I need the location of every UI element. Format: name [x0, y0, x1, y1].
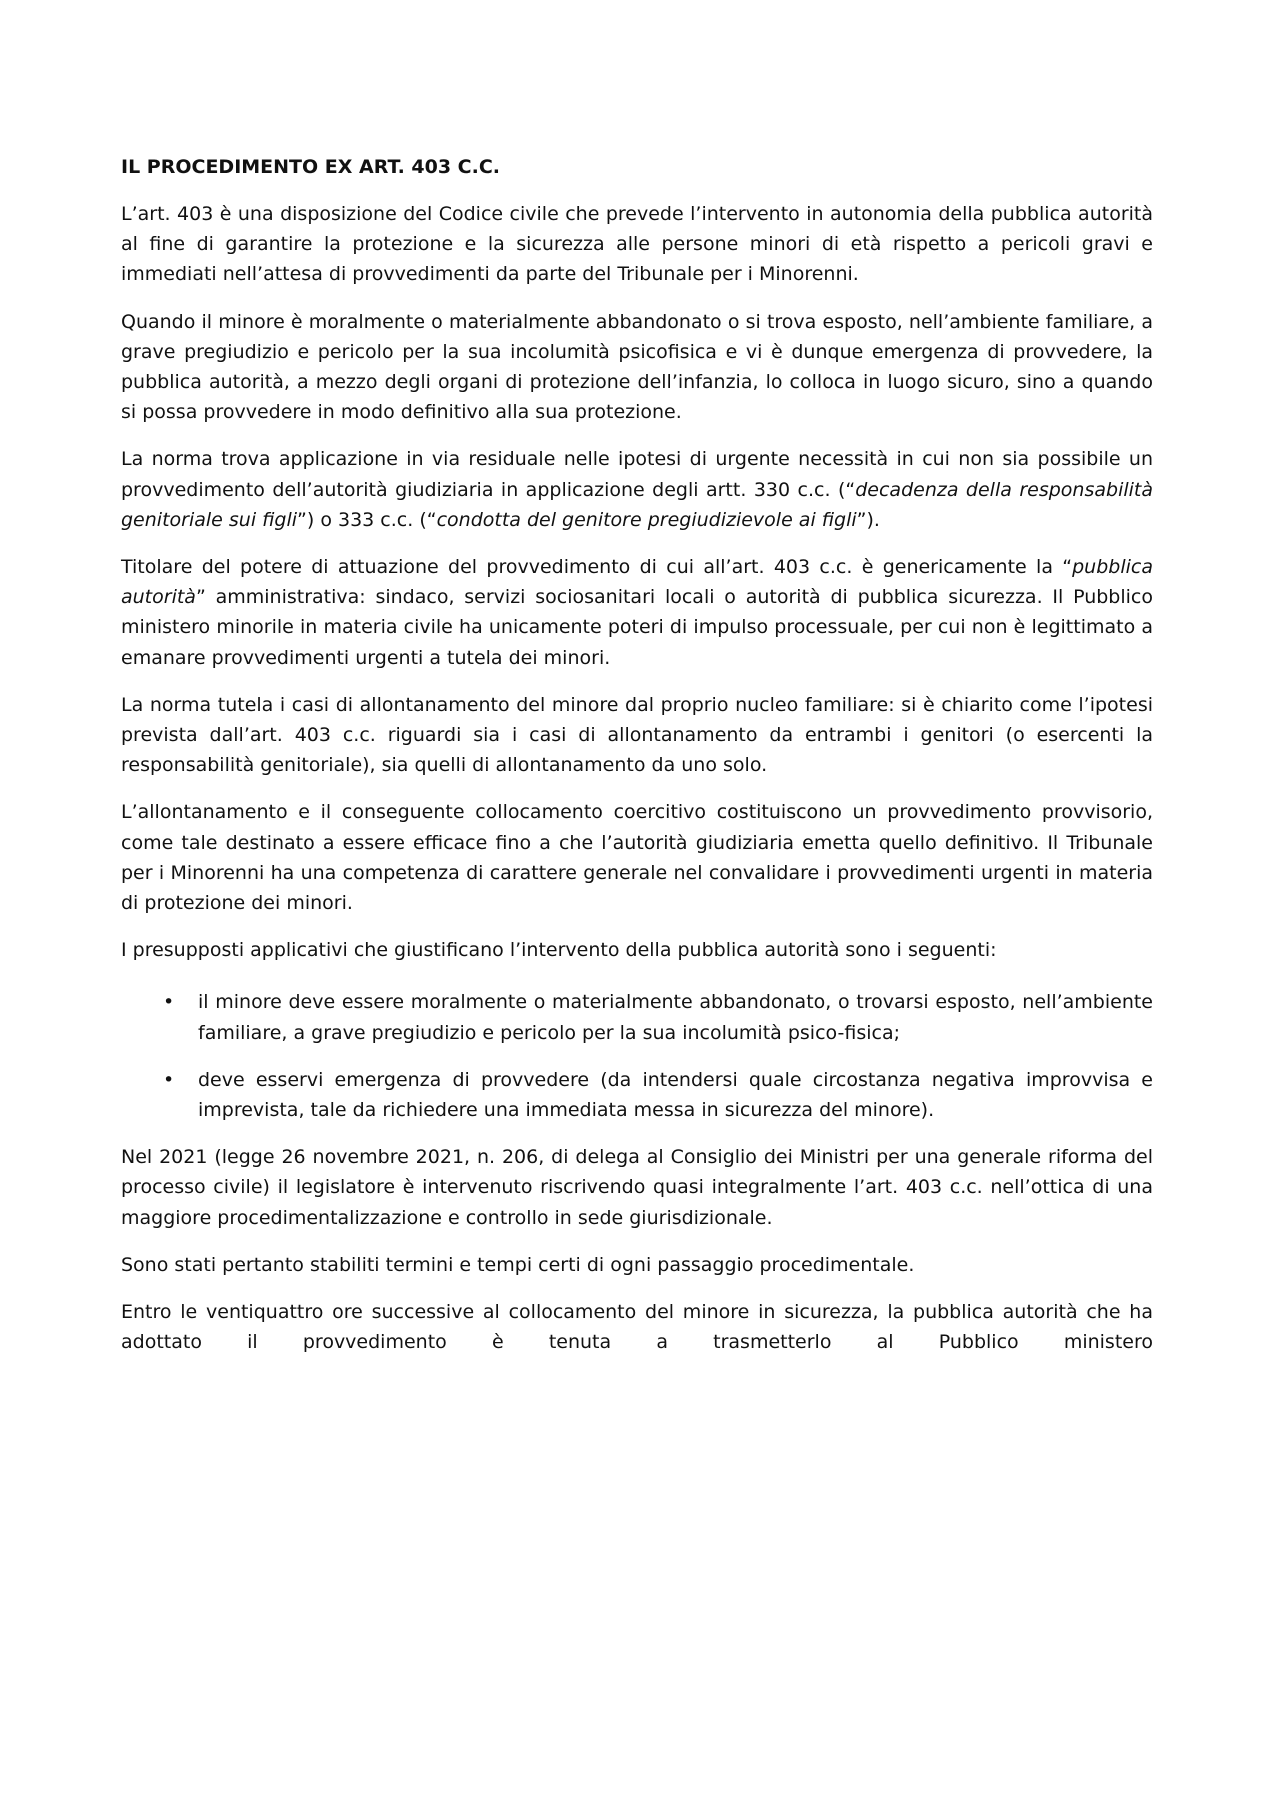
italic-quote: condotta del genitore pregiudizievole ai figli [436, 508, 857, 531]
paragraph-2: Quando il minore è moralmente o materialmente abbandonato o si trova esposto, nell’ambiente familiare, a grave pregiudizio e pericolo per la sua incolumità psicofisica e vi è dunque emergenza di provvedere, la pubblica autorità, a mezzo degli organi di protezione dell’infanzia, lo colloca in luogo sicuro, sino a quando si possa provvedere in modo definitivo alla sua protezione. [121, 310, 1153, 424]
document-title: IL PROCEDIMENTO EX ART. 403 C.C. [121, 156, 501, 178]
paragraph-10: Entro le ventiquattro ore successive al collocamento del minore in sicurezza, la pubblica autorità che ha adottato il provvedimento è tenuta a trasmetterlo al Pubblico ministero [121, 1301, 1153, 1354]
list-item-text: il minore deve essere moralmente o materialmente abbandonato, o trovarsi esposto, nell’ambiente familiare, a grave pregiudizio e pericolo per la sua incolumità psico-fisica; [198, 991, 1153, 1044]
bullet-icon: • [163, 1068, 175, 1091]
italic-quote: decadenza della responsabilità genitoriale sui figli [121, 478, 1154, 531]
bullet-icon: • [163, 991, 175, 1014]
text: ”). [856, 508, 880, 531]
list-item [121, 987, 1153, 1047]
bullet-list [121, 987, 1153, 1125]
paragraph-8: Nel 2021 (legge 26 novembre 2021, n. 206, di delega al Consiglio dei Ministri per una generale riforma del processo civile) il legislatore è intervenuto riscrivendo quasi integralmente l’art. 403 c.c. nell’ottica di una maggiore procedimentalizzazione e controllo in sede giurisdizionale. [121, 1146, 1153, 1229]
list-item [121, 1065, 1153, 1125]
paragraph-1: L’art. 403 è una disposizione del Codice civile che prevede l’intervento in autonomia della pubblica autorità al fine di garantire la protezione e la sicurezza alle persone minori di età rispetto a pericoli gravi e immediati nell’attesa di provvedimenti da parte del Tribunale per i Minorenni. [121, 203, 1153, 286]
paragraph-6: L’allontanamento e il conseguente collocamento coercitivo costituiscono un provvedimento provvisorio, come tale destinato a essere efficace fino a che l’autorità giudiziaria emetta quello definitivo. Il Tribunale per i Minorenni ha una competenza di carattere generale nel convalidare i provvedimenti urgenti in materia di protezione dei minori. [121, 801, 1153, 915]
paragraph-3 [121, 444, 1153, 535]
document-page [121, 152, 1153, 1375]
paragraph-5: La norma tutela i casi di allontanamento del minore dal proprio nucleo familiare: si è chiarito come l’ipotesi prevista dall’art. 403 c.c. riguardi sia i casi di allontanamento da entrambi i genitori (o esercenti la responsabilità genitoriale), sia quelli di allontanamento da uno solo. [121, 693, 1153, 777]
paragraph-4 [121, 552, 1153, 673]
italic-quote: pubblica autorità [121, 556, 1153, 609]
paragraph-7: I presupposti applicativi che giustificano l’intervento della pubblica autorità sono i seguenti: [121, 939, 997, 962]
paragraph-9: Sono stati pertanto stabiliti termini e tempi certi di ogni passaggio procedimentale. [121, 1253, 915, 1276]
text: ”) o 333 c.c. (“ [297, 508, 437, 531]
text: La norma trova applicazione in via residuale nelle ipotesi di urgente necessità in cui non sia possibile un provvedimento dell’autorità giudiziaria in applicazione degli artt. 330 c.c. (“ [121, 448, 1153, 501]
text: ” amministrativa: sindaco, servizi sociosanitari locali o autorità di pubblica sicurezza. Il Pubblico ministero minorile in materia civile ha unicamente poteri di impulso processuale, per cui non è legittimato a emanare provvedimenti urgenti a tutela dei minori. [121, 586, 1153, 669]
list-item-text: deve esservi emergenza di provvedere (da intendersi quale circostanza negativa improvvisa e imprevista, tale da richiedere una immediata messa in sicurezza del minore). [198, 1068, 1153, 1122]
text: Titolare del potere di attuazione del provvedimento di cui all’art. 403 c.c. è genericamente la “ [121, 556, 1073, 579]
